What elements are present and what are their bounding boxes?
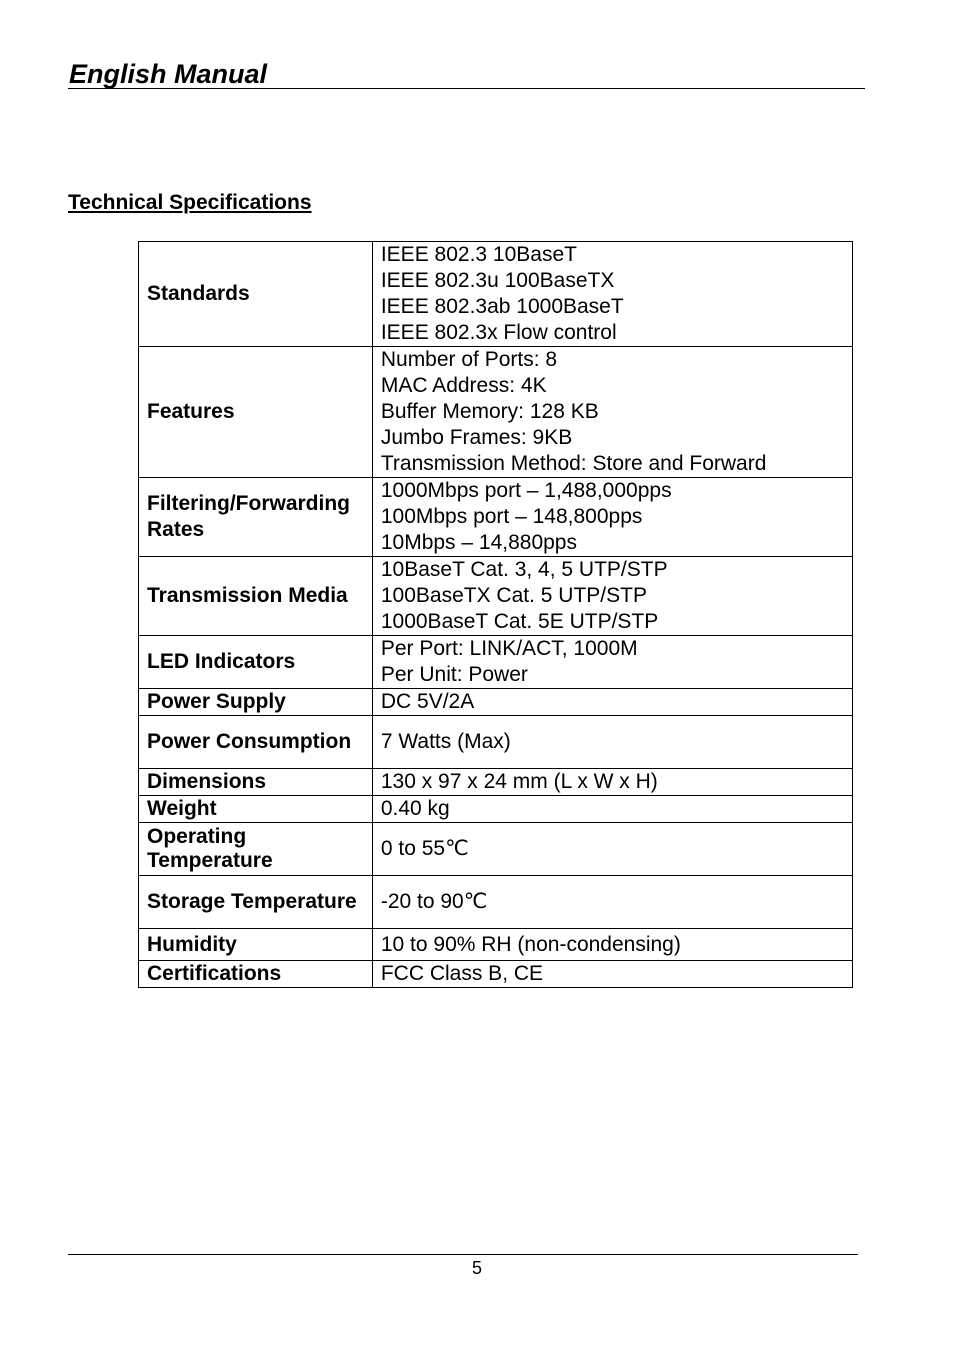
spec-value-line: -20 to 90℃ <box>380 890 488 913</box>
spec-label: Dimensions <box>139 769 373 796</box>
spec-label: Humidity <box>139 929 373 961</box>
spec-row-features <box>139 347 853 478</box>
spec-row-weight <box>139 796 853 823</box>
spec-row-storage-temperature <box>139 876 853 929</box>
spec-row-operating-temperature <box>139 823 853 876</box>
spec-value-line: 0.40 kg <box>380 797 450 820</box>
spec-label: Features <box>139 347 373 478</box>
spec-value-line: 10BaseT Cat. 3, 4, 5 UTP/STP <box>380 558 668 581</box>
spec-row-transmission-media <box>139 557 853 636</box>
spec-value <box>372 636 852 689</box>
spec-value-line: Transmission Method: Store and Forward <box>380 452 767 475</box>
spec-value-line: DC 5V/2A <box>380 690 475 713</box>
spec-value-line: FCC Class B, CE <box>380 962 544 985</box>
spec-label: LED Indicators <box>139 636 373 689</box>
spec-label: Power Supply <box>139 689 373 716</box>
spec-value-line: 1000BaseT Cat. 5E UTP/STP <box>380 610 659 633</box>
spec-value-line: 10Mbps – 14,880pps <box>380 531 577 554</box>
spec-value <box>372 823 852 876</box>
spec-value-line: 100Mbps port – 148,800pps <box>380 505 643 528</box>
spec-value-line: MAC Address: 4K <box>380 374 547 397</box>
spec-value <box>372 961 852 988</box>
spec-value <box>372 689 852 716</box>
spec-value <box>372 242 852 347</box>
spec-value-line: 130 x 97 x 24 mm (L x W x H) <box>380 770 658 793</box>
spec-row-power-consumption <box>139 716 853 769</box>
spec-value <box>372 929 852 961</box>
spec-label: Standards <box>139 242 373 347</box>
spec-value-line: 7 Watts (Max) <box>380 730 511 753</box>
footer-divider <box>68 1254 858 1255</box>
spec-label: Filtering/Forwarding Rates <box>139 478 373 557</box>
spec-row-dimensions <box>139 769 853 796</box>
spec-value <box>372 557 852 636</box>
spec-value <box>372 716 852 769</box>
spec-label: Weight <box>139 796 373 823</box>
spec-value-line: Per Unit: Power <box>380 663 528 686</box>
spec-row-certifications <box>139 961 853 988</box>
spec-label: Transmission Media <box>139 557 373 636</box>
spec-value-line: IEEE 802.3x Flow control <box>380 321 617 344</box>
spec-value-line: Per Port: LINK/ACT, 1000M <box>380 637 638 660</box>
spec-value-line: IEEE 802.3ab 1000BaseT <box>380 295 624 318</box>
spec-row-led-indicators <box>139 636 853 689</box>
spec-row-power-supply <box>139 689 853 716</box>
spec-value-line: 100BaseTX Cat. 5 UTP/STP <box>380 584 647 607</box>
page-number: 5 <box>471 1258 482 1278</box>
spec-label: Operating Temperature <box>139 823 373 876</box>
spec-row-standards <box>139 242 853 347</box>
spec-value-line: Number of Ports: 8 <box>380 348 558 371</box>
spec-value-line: 0 to 55℃ <box>380 837 469 860</box>
spec-value-line: IEEE 802.3 10BaseT <box>380 243 577 266</box>
spec-label: Power Consumption <box>139 716 373 769</box>
spec-value <box>372 347 852 478</box>
spec-row-humidity <box>139 929 853 961</box>
section-title: Technical Specifications <box>68 191 312 214</box>
spec-value <box>372 478 852 557</box>
spec-value <box>372 769 852 796</box>
spec-value <box>372 796 852 823</box>
spec-value-line: 10 to 90% RH (non-condensing) <box>380 932 681 956</box>
header-divider <box>68 88 865 89</box>
spec-value-line: Buffer Memory: 128 KB <box>380 400 599 423</box>
spec-table <box>138 241 853 988</box>
spec-value-line: 1000Mbps port – 1,488,000pps <box>380 479 672 502</box>
spec-label: Storage Temperature <box>139 876 373 929</box>
spec-label: Certifications <box>139 961 373 988</box>
spec-row-filtering-rates <box>139 478 853 557</box>
manual-header-title: English Manual <box>69 59 268 89</box>
spec-value-line: IEEE 802.3u 100BaseTX <box>380 269 615 292</box>
spec-value <box>372 876 852 929</box>
spec-value-line: Jumbo Frames: 9KB <box>380 426 573 449</box>
